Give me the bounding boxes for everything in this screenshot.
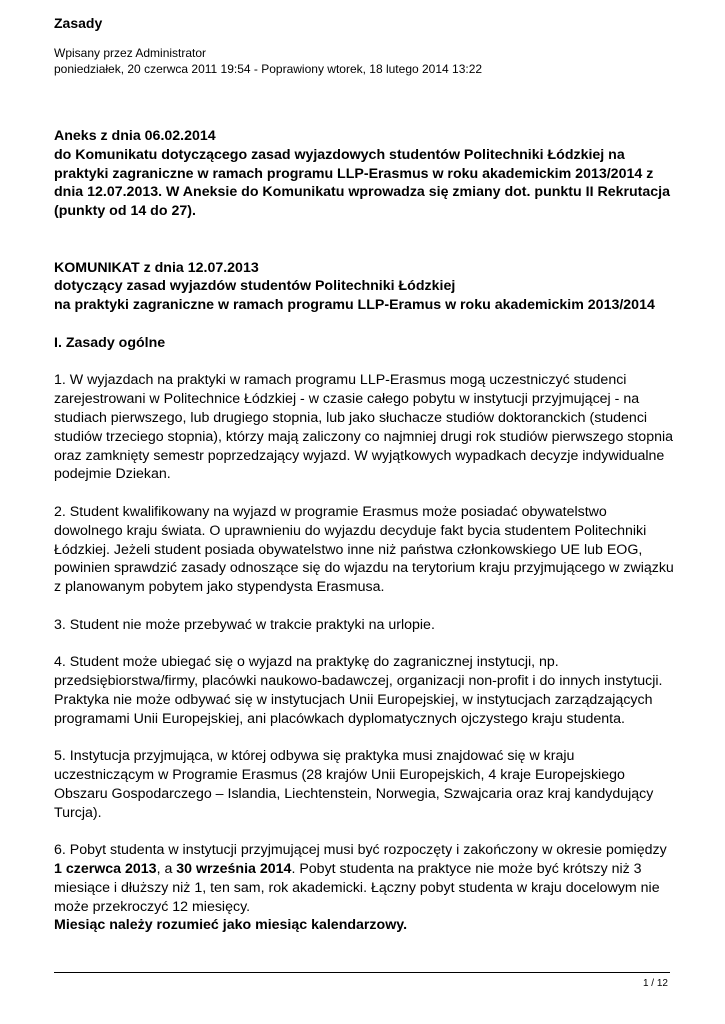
- komunikat-subtitle: dotyczący zasad wyjazdów studentów Politechniki Łódzkiej: [54, 278, 456, 295]
- paragraph-6-text-c: . Pobyt studenta na praktyce nie może być krótszy niż 3 miesiące i dłuższy niż 1, ten sam, rok akademicki. Łączny pobyt studenta w kraju docelowym nie może przekroczyć 12 miesięcy.: [54, 861, 660, 915]
- month-note: Miesiąc należy rozumieć jako miesiąc kalendarzowy.: [54, 917, 408, 934]
- paragraph-3: 3. Student nie może przebywać w trakcie praktyki na urlopie.: [54, 616, 435, 633]
- page-title: Zasady: [54, 15, 103, 31]
- spacer: [54, 315, 674, 334]
- paragraph-4: 4. Student może ubiegać się o wyjazd na praktykę do zagranicznej instytucji, np. przedsiębiorstwa/firmy, placówki naukowo-badawczej, organizacji non-profit i do innych instytucji. Praktyka nie może odbywać się w instytucjach Unii Europejskiej, w instytucjach zarządzających programami Unii Europejskiej, ani placówkach dyplomatycznych ojczystego kraju studenta.: [54, 654, 663, 727]
- paragraph-6-text-a: 6. Pobyt studenta w instytucji przyjmującej musi być rozpoczęty i zakończony w okresie pomiędzy: [54, 842, 667, 859]
- spacer: [54, 221, 674, 259]
- komunikat-subtitle-2: na praktyki zagraniczne w ramach programu LLP-Eramus w roku akademickim 2013/2014: [54, 297, 655, 314]
- paragraph-1: 1. W wyjazdach na praktyki w ramach programu LLP-Erasmus mogą uczestniczyć studenci zarejestrowani w Politechnice Łódzkiej - w czasie całego pobytu w instytucji przyjmującej - na studiach pierwszego, lub drugiego stopnia, lub jako słuchacze studiów doktoranckich (studenci studiów trzeciego stopnia), którzy mają zaliczony co najmniej drugi rok studiów pierwszego stopnia oraz zamknięty semestr poprzedzający wyjazd. W wyjątkowych wypadkach decyzje indywidualne podejmie Dziekan.: [54, 372, 674, 483]
- paragraph-2: 2. Student kwalifikowany na wyjazd w programie Erasmus może posiadać obywatelstwo dowolnego kraju świata. O uprawnieniu do wyjazdu decyduje fakt bycia studentem Politechniki Łódzkiej. Jeżeli student posiada obywatelstwo inne niż państwa członkowskiego UE lub EOG, powinien sprawdzić zasady odnoszące się do wjazdu na terytorium kraju przyjmującego w związku z planowanym pobytem jako stypendysta Erasmusa.: [54, 503, 674, 596]
- paragraph-5: 5. Instytucja przyjmująca, w której odbywa się praktyka musi znajdować się w kraju uczestniczącym w Programie Erasmus (28 krajów Unii Europejskich, 4 kraje Europejskiego Obszaru Gospodarczego – Islandia, Liechtenstein, Norwegia, Szwajcaria oraz kraj kandydujący Turcja).: [54, 748, 654, 821]
- komunikat-title: KOMUNIKAT z dnia 12.07.2013: [54, 259, 259, 276]
- end-date: 30 września 2014: [176, 861, 292, 878]
- paragraph-6: [54, 841, 674, 916]
- spacer: [54, 635, 674, 654]
- spacer: [54, 353, 674, 372]
- article-body: [54, 127, 674, 935]
- annex-text: do Komunikatu dotyczącego zasad wyjazdowych studentów Politechniki Łódzkiej na praktyki zagraniczne w ramach programu LLP-Erasmus w roku akademickim 2013/2014 z dnia 12.07.2013. W Aneksie do Komunikatu wprowadza się zmiany dot. punktu II Rekrutacja (punkty od 14 do 27).: [54, 146, 670, 220]
- section-heading: I. Zasady ogólne: [54, 334, 166, 351]
- spacer: [54, 729, 674, 748]
- spacer: [54, 484, 674, 503]
- spacer: [54, 822, 674, 841]
- paragraph-6-text-b: , a: [156, 861, 177, 878]
- annex-title: Aneks z dnia 06.02.2014: [54, 128, 216, 144]
- date-line: poniedziałek, 20 czerwca 2011 19:54 - Poprawiony wtorek, 18 lutego 2014 13:22: [54, 62, 483, 76]
- author-line: Wpisany przez Administrator: [54, 46, 207, 60]
- spacer: [54, 597, 674, 616]
- page-number: 1 / 12: [642, 978, 668, 989]
- footer-divider: [54, 972, 670, 973]
- start-date: 1 czerwca 2013: [54, 861, 157, 878]
- article-meta: [54, 45, 482, 77]
